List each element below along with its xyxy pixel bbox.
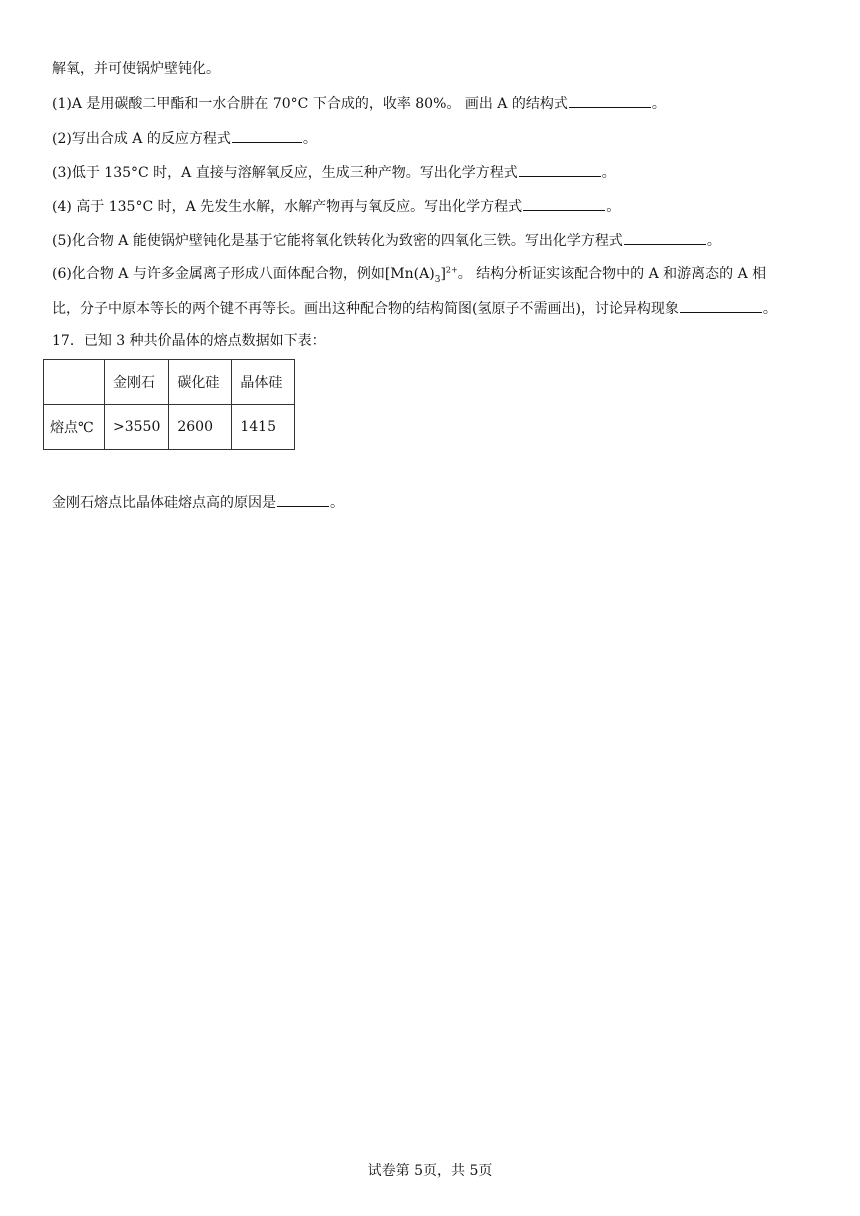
answer-blank-3[interactable] bbox=[519, 162, 601, 177]
answer-blank-6[interactable] bbox=[680, 298, 762, 313]
subscript-3: 3 bbox=[434, 274, 441, 285]
table-row-label: 熔点℃ bbox=[44, 405, 105, 450]
question-5 bbox=[52, 230, 721, 251]
period: 。 bbox=[706, 233, 721, 249]
question-4 bbox=[52, 196, 620, 217]
question-6-text-end: 。 结构分析证实该配合物中的 A 和游离态的 A 相 bbox=[457, 266, 767, 282]
table-row bbox=[44, 405, 295, 450]
question-3-text: (3)低于 135°C 时，A 直接与溶解氧反应，生成三种产物。写出化学方程式 bbox=[52, 165, 518, 181]
period: 。 bbox=[606, 199, 621, 215]
question-4-text: (4) 高于 135°C 时，A 先发生水解，水解产物再与氧反应。写出化学方程式 bbox=[52, 199, 523, 215]
question-6-text-2: 比，分子中原本等长的两个键不再等长。画出这种配合物的结构简图(氢原子不需画出)，讨论异构现象 bbox=[52, 301, 679, 317]
superscript-charge: 2+ bbox=[445, 265, 458, 275]
question-1-text: (1)A 是用碳酸二甲酯和一水合肼在 70°C 下合成的，收率 80%。 画出 A 的结构式 bbox=[52, 96, 568, 112]
question-6-line-2 bbox=[52, 298, 777, 319]
intro-text: 解氧，并可使锅炉壁钝化。 bbox=[52, 61, 220, 77]
table-header-cell bbox=[44, 360, 105, 405]
page-footer: 试卷第 5页，共 5页 bbox=[367, 1163, 493, 1179]
answer-blank-17[interactable] bbox=[277, 492, 329, 507]
question-1 bbox=[52, 93, 666, 114]
answer-blank-5[interactable] bbox=[624, 230, 706, 245]
line-intro bbox=[52, 59, 220, 79]
table-cell: 2600 bbox=[169, 405, 232, 450]
answer-blank-1[interactable] bbox=[569, 93, 651, 108]
answer-blank-2[interactable] bbox=[232, 128, 302, 143]
period: 。 bbox=[302, 131, 317, 147]
question-17 bbox=[52, 331, 326, 351]
table-header-cell: 晶体硅 bbox=[232, 360, 295, 405]
period: 。 bbox=[762, 301, 777, 317]
melting-point-table bbox=[43, 359, 295, 450]
period: 。 bbox=[601, 165, 616, 181]
period: 。 bbox=[330, 495, 344, 511]
table-header-cell: 碳化硅 bbox=[169, 360, 232, 405]
question-17-ask bbox=[52, 492, 344, 513]
table-header-row bbox=[44, 360, 295, 405]
question-2 bbox=[52, 128, 317, 149]
question-6-text-start: (6)化合物 A 与许多金属离子形成八面体配合物，例如[Mn(A) bbox=[52, 266, 435, 282]
table-cell: 1415 bbox=[232, 405, 295, 450]
question-3 bbox=[52, 162, 616, 183]
question-2-text: (2)写出合成 A 的反应方程式 bbox=[52, 131, 231, 147]
question-17-ask-text: 金刚石熔点比晶体硅熔点高的原因是 bbox=[52, 495, 276, 511]
period: 。 bbox=[651, 96, 666, 112]
bracket-close: ] bbox=[440, 266, 446, 282]
question-5-text: (5)化合物 A 能使锅炉壁钝化是基于它能将氧化铁转化为致密的四氧化三铁。写出化学方程式 bbox=[52, 233, 623, 249]
question-6-line-1 bbox=[52, 264, 766, 290]
question-17-text: 17．已知 3 种共价晶体的熔点数据如下表： bbox=[52, 333, 326, 349]
answer-blank-4[interactable] bbox=[523, 196, 605, 211]
table-cell: >3550 bbox=[105, 405, 169, 450]
table-header-cell: 金刚石 bbox=[105, 360, 169, 405]
